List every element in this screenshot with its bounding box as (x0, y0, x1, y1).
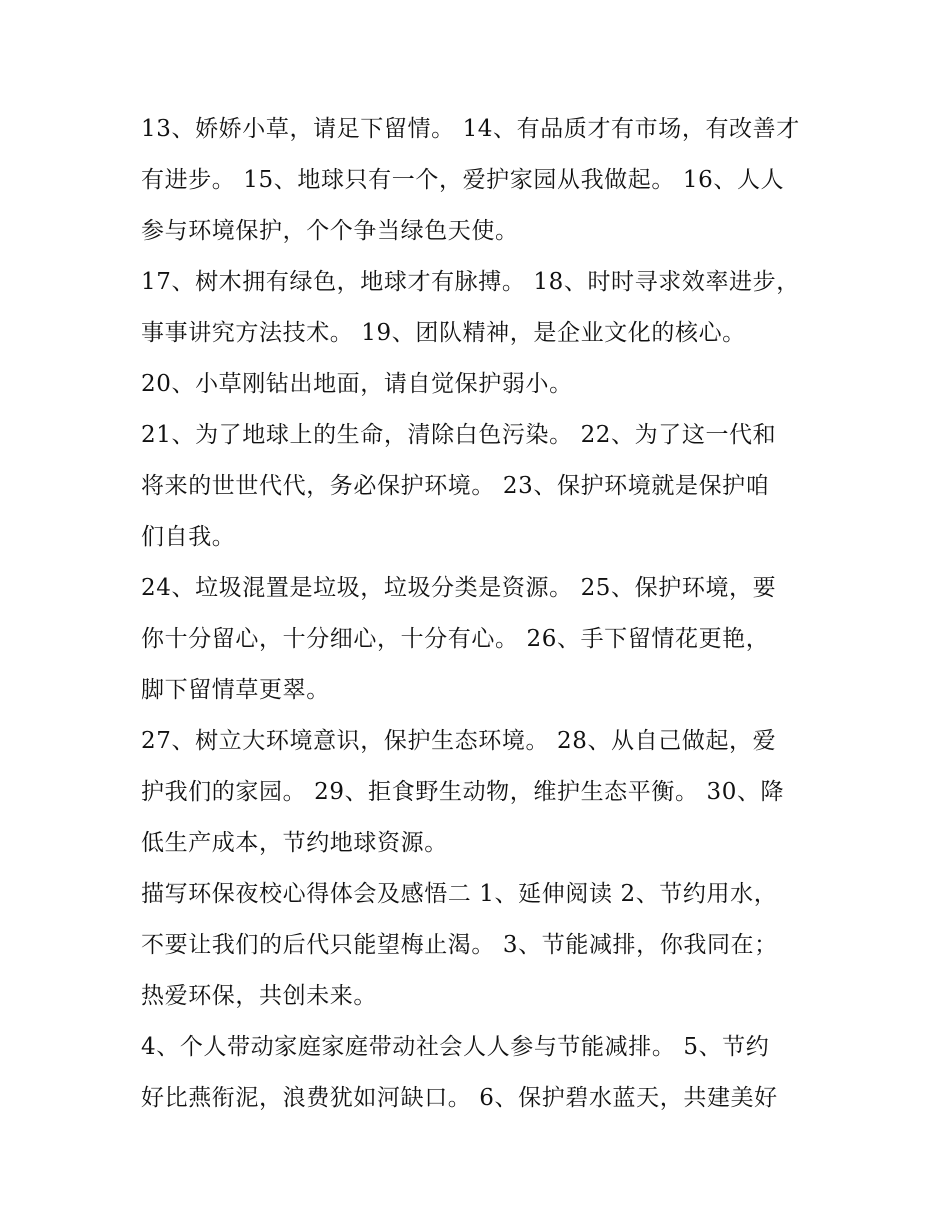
text-line: 你十分留心，十分细心，十分有心。 26、手下留情花更艳， (141, 626, 770, 652)
text-line: 将来的世世代代，务必保护环境。 23、保护环境就是保护咱 (141, 473, 770, 499)
text-line: 脚下留情草更翠。 (141, 677, 330, 703)
document-body (141, 104, 811, 1124)
text-line: 好比燕衔泥，浪费犹如河缺口。 6、保护碧水蓝天，共建美好 (141, 1085, 778, 1111)
text-line: 热爱环保，共创未来。 (141, 983, 377, 1009)
text-line: 24、垃圾混置是垃圾，垃圾分类是资源。 25、保护环境，要 (141, 575, 777, 601)
text-line: 们自我。 (141, 524, 236, 550)
text-line: 护我们的家园。 29、拒食野生动物，维护生态平衡。 30、降 (141, 779, 785, 805)
text-line: 21、为了地球上的生命，清除白色污染。 22、为了这一代和 (141, 422, 777, 448)
text-line: 20、小草刚钻出地面，请自觉保护弱小。 (141, 371, 573, 397)
text-line: 17、树木拥有绿色，地球才有脉搏。 18、时时寻求效率进步， (141, 269, 800, 295)
text-line: 低生产成本，节约地球资源。 (141, 830, 448, 856)
text-line: 27、树立大环境意识，保护生态环境。 28、从自己做起，爱 (141, 728, 777, 754)
text-line: 4、个人带动家庭家庭带动社会人人参与节能减排。 5、节约 (141, 1034, 770, 1060)
text-line: 参与环境保护，个个争当绿色天使。 (141, 218, 519, 244)
text-line: 描写环保夜校心得体会及感悟二 1、延伸阅读 2、节约用水， (141, 881, 778, 907)
text-line: 13、娇娇小草，请足下留情。 14、有品质才有市场，有改善才 (141, 116, 800, 142)
text-line: 不要让我们的后代只能望梅止渴。 3、节能减排，你我同在； (141, 932, 778, 958)
text-line: 有进步。 15、地球只有一个，爱护家园从我做起。 16、人人 (141, 167, 785, 193)
text-line: 事事讲究方法技术。 19、团队精神，是企业文化的核心。 (141, 320, 746, 346)
